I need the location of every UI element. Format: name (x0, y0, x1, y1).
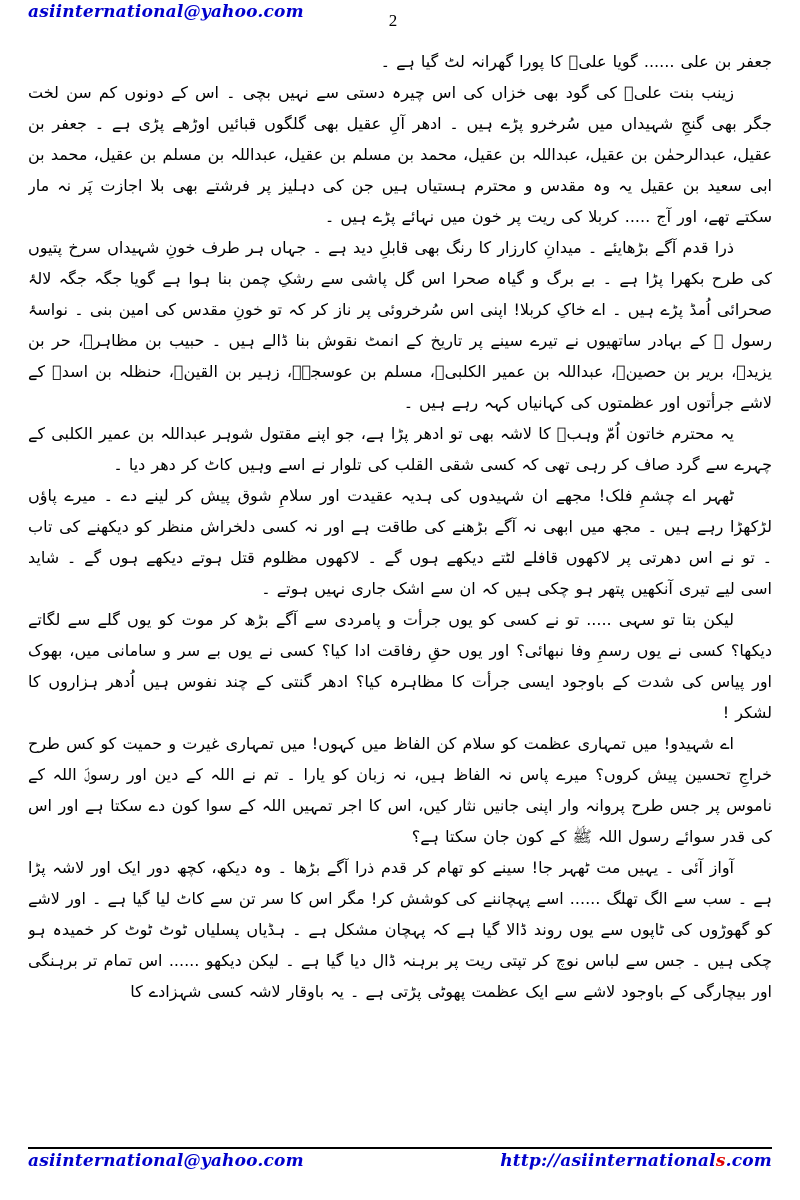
footer (28, 1151, 772, 1171)
urdu-paragraph: لیکن بتا تو سہی ..... تو نے کسی کو یوں جرأت و پامردی سے آگے بڑھ کر موت کو یوں گلے سے لگاتے دیکھا؟ کسی نے یوں رسمِ وفا نبھائی؟ اور یوں حقِ رفاقت ادا کیا؟ کسی نے یوں بے سر و سامانی میں، بھوک اور پیاس کی شدت کے باوجود ایسی جرأت کا مظاہرہ کیا؟ ادھر گنتی کے چند نفوس ہیں اُدھر ہزاروں کا لشکر ! (28, 610, 772, 722)
footer-url-prefix: http://asiinternational (500, 1151, 716, 1171)
urdu-paragraph: ٹھہر اے چشمِ فلک! مجھے ان شہیدوں کی ہدیہ عقیدت اور سلامِ شوق پیش کر لینے دے ۔ میرے پاؤں لڑکھڑا رہے ہیں ۔ مجھ میں ابھی نہ آگے بڑھنے کی طاقت ہے اور نہ کسی دلخراش منظر کو دیکھنے کی تاب ۔ تو نے اس دھرتی پر لاکھوں قافلے لٹتے دیکھے ہوں گے ۔ لاکھوں مظلوم قتل ہوتے دیکھے ہوں گے ۔ شاید اسی لیے تیری آنکھیں پتھر ہو چکی ہیں کہ ان سے اشک جاری نہیں ہوتے ۔ (28, 486, 772, 598)
header-email-link[interactable]: asiinternational@yahoo.com (28, 2, 304, 22)
urdu-paragraph: زینب بنت علیؑ کی گود بھی خزاں کی اس چیرہ دستی سے نہیں بچی ۔ اس کے دونوں کم سن لخت جگر بھی گنجِ شہیداں میں سُرخرو پڑے ہیں ۔ ادھر آلِ عقیل بھی گلگوں قبائیں اوڑھے پڑی ہے ۔ جعفر بن عقیل، عبدالرحمٰن بن عقیل، عبداللہ بن عقیل، محمد بن مسلم بن عقیل، عبداللہ بن مسلم بن عقیل، محمد بن ابی سعید بن عقیل یہ وہ مقدس و محترم ہستیاں ہیں جن کی دہلیز پر فرشتے بھی بلا اجازت پَر نہ مار سکتے تھے، اور آج ..... کربلا کی ریت پر خون میں نہائے پڑے ہیں ۔ (28, 83, 772, 226)
footer-email-link[interactable]: asiinternational@yahoo.com (28, 1151, 304, 1171)
urdu-paragraph: آواز آئی ۔ یہیں مت ٹھہر جا! سینے کو تھام کر قدم ذرا آگے بڑھا ۔ وہ دیکھ، کچھ دور ایک اور لاشہ پڑا ہے ۔ سب سے الگ تھلگ ...... اسے پہچاننے کی کوشش کر! مگر اس کا سر تن سے کاٹ لیا گیا ہے ۔ اور لاشے کو گھوڑوں کی ٹاپوں سے یوں روند ڈالا گیا ہے کہ پہچان مشکل ہے ۔ ہڈیاں پسلیاں ٹوٹ ٹوٹ کر خمیدہ ہو چکی ہیں ۔ جس سے لباس نوچ کر تپتی ریت پر برہنہ ڈال دیا گیا ہے ۔ لیکن دیکھو ...... اس تمام تر برہنگی اور بیچارگی کے باوجود لاشے سے ایک عظمت پھوٹی پڑتی ہے ۔ یہ باوقار لاشہ کسی شہزادے کا (28, 858, 772, 1001)
footer-url-suffix: .com (725, 1151, 772, 1171)
footer-divider (28, 1147, 772, 1149)
urdu-paragraph: ذرا قدم آگے بڑھایئے ۔ میدانِ کارزار کا رنگ بھی قابلِ دید ہے ۔ جہاں ہر طرف خونِ شہیداں سرخ پتیوں کی طرح بکھرا پڑا ہے ۔ بے برگ و گیاہ صحرا اس گل پاشی سے رشکِ چمن بنا ہوا ہے گویا جگہ جگہ لالۂ صحرائی اُمڈ پڑے ہیں ۔ اے خاکِ کربلا! اپنی اس سُرخروئی پر ناز کر کہ تو خونِ مقدس کی امین بنی ۔ نواسۂ رسول ﷺ کے بہادر ساتھیوں نے تیرے سینے پر تاریخ کے انمٹ نقوش بنا ڈالے ہیں ۔ حبیب بن مظاہرؓ، حر بن یزیدؓ، بریر بن حصینؓ، عبداللہ بن عمیر الکلبیؓ، مسلم بن عوسجہؓ، زہیر بن القینؓ، حنظلہ بن اسدؓ کے لاشے جرأتوں اور عظمتوں کی کہانیاں کہہ رہے ہیں ۔ (28, 238, 772, 412)
urdu-paragraph: یہ محترم خاتون اُمّ وہبؓ کا لاشہ بھی تو ادھر پڑا ہے، جو اپنے مقتول شوہر عبداللہ بن عمیر الکلبی کے چہرے سے گرد صاف کر رہی تھی کہ کسی شقی القلب کی تلوار نے اسے وہیں کاٹ کر دھر دیا ۔ (28, 424, 772, 474)
urdu-paragraph: اے شہیدو! میں تمہاری عظمت کو سلام کن الفاظ میں کہوں! میں تمہاری غیرت و حمیت کو کس طرح خراجِ تحسین پیش کروں؟ میرے پاس نہ الفاظ ہیں، نہ زبان کو یارا ۔ تم نے اللہ کے دین اور رسولؐ اللہ کے ناموس پر جس طرح پروانہ وار اپنی جانیں نثار کیں، اس کا اجر تمہیں اللہ کے سوا کون دے سکتا ہے اور اس کی قدر سوائے رسول اللہ ﷺ کے کون جان سکتا ہے؟ (28, 734, 772, 846)
page-number: 2 (388, 11, 398, 30)
footer-website-link[interactable] (500, 1151, 772, 1171)
footer-url-highlight: s (715, 1151, 726, 1171)
document-body (28, 46, 772, 1144)
urdu-paragraph: جعفر بن علی ...... گویا علیؑ کا پورا گھرانہ لٹ گیا ہے ۔ (380, 52, 772, 71)
